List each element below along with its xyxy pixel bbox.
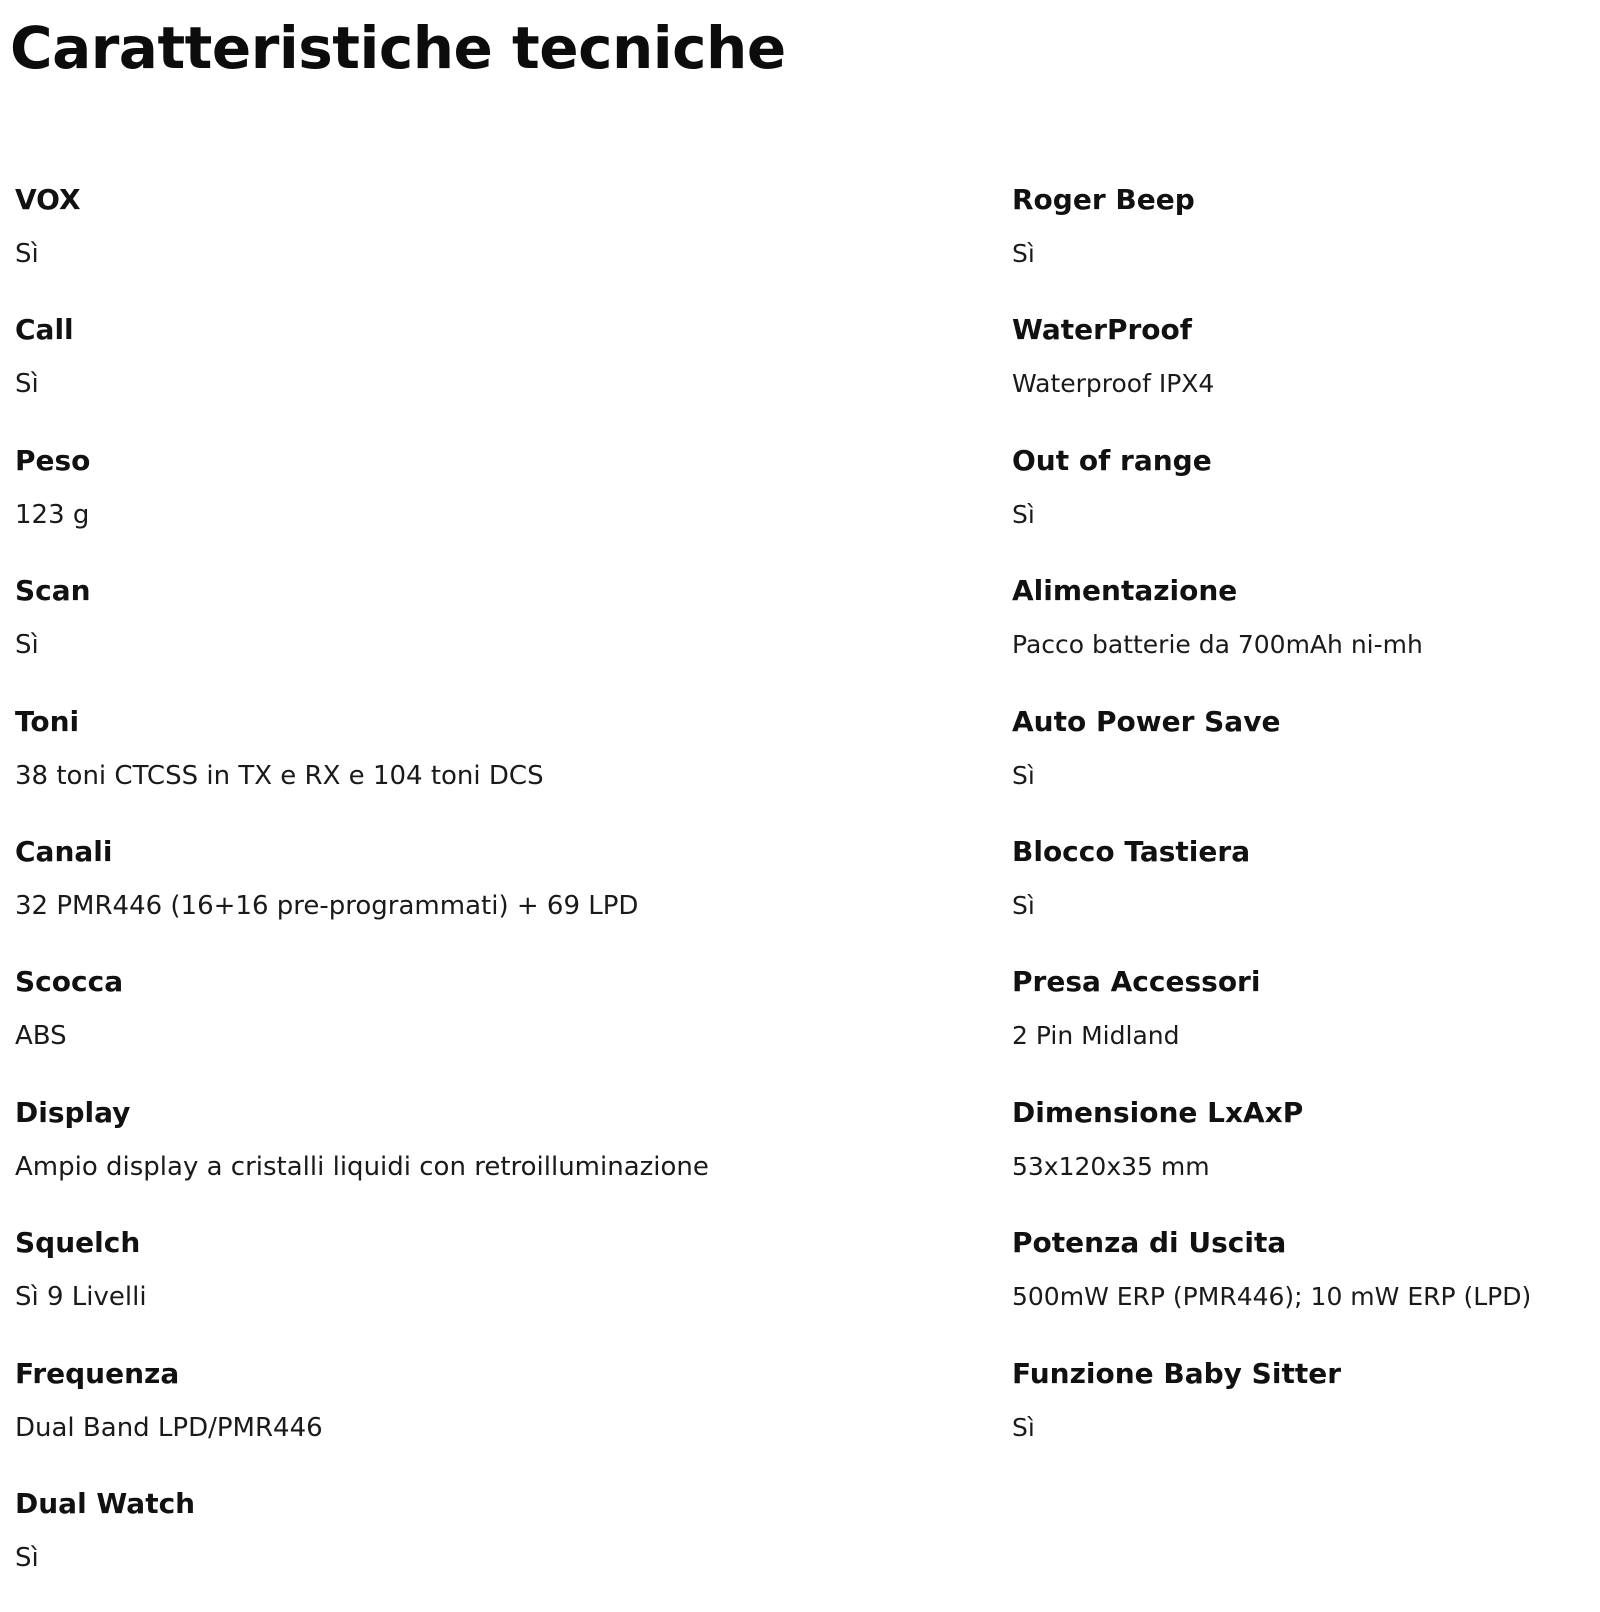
spec-value: 53x120x35 mm — [1012, 1151, 1210, 1181]
spec-value: 32 PMR446 (16+16 pre-programmati) + 69 LPD — [15, 890, 639, 921]
spec-item-roger-beep — [1012, 178, 1597, 308]
spec-item-potenza-di-uscita — [1012, 1221, 1597, 1351]
spec-value: Sì — [1012, 760, 1035, 790]
spec-item-call — [15, 308, 955, 438]
spec-value: Sì — [1012, 499, 1035, 529]
spec-value: Sì — [15, 369, 39, 400]
spec-value: 123 g — [15, 499, 90, 530]
spec-value: Pacco batterie da 700mAh ni-mh — [1012, 630, 1423, 660]
spec-label: Display — [15, 1095, 131, 1129]
spec-value: 500mW ERP (PMR446); 10 mW ERP (LPD) — [1012, 1282, 1532, 1312]
spec-item-waterproof — [1012, 308, 1597, 438]
spec-item-canali — [15, 830, 955, 960]
spec-label: Peso — [15, 443, 91, 477]
spec-label: Dual Watch — [15, 1486, 196, 1520]
spec-item-alimentazione — [1012, 569, 1597, 699]
spec-value: Sì 9 Livelli — [15, 1282, 147, 1313]
spec-item-frequenza — [15, 1352, 955, 1482]
spec-value: Sì — [15, 1542, 39, 1573]
spec-value: Sì — [1012, 239, 1035, 268]
spec-label: Alimentazione — [1012, 574, 1238, 608]
spec-label: Auto Power Save — [1012, 704, 1281, 738]
spec-label: Canali — [15, 834, 113, 868]
spec-item-display — [15, 1091, 955, 1221]
spec-item-squelch — [15, 1221, 955, 1351]
spec-label: Potenza di Uscita — [1012, 1226, 1287, 1260]
spec-column-right — [1012, 178, 1597, 1482]
spec-value: Sì — [1012, 890, 1035, 920]
spec-value: 2 Pin Midland — [1012, 1021, 1180, 1051]
spec-item-dimensione — [1012, 1091, 1597, 1221]
spec-item-funzione-baby-sitter — [1012, 1352, 1597, 1482]
spec-item-dual-watch — [15, 1482, 955, 1612]
spec-label: Dimensione LxAxP — [1012, 1095, 1304, 1129]
spec-item-vox — [15, 178, 955, 308]
spec-item-toni — [15, 700, 955, 830]
spec-value: ABS — [15, 1021, 67, 1052]
spec-label: Out of range — [1012, 443, 1212, 477]
spec-item-out-of-range — [1012, 439, 1597, 569]
spec-value: Dual Band LPD/PMR446 — [15, 1412, 323, 1443]
spec-label: Funzione Baby Sitter — [1012, 1356, 1342, 1390]
spec-column-left — [15, 178, 955, 1612]
spec-label: Blocco Tastiera — [1012, 834, 1251, 868]
spec-label: Scan — [15, 574, 91, 608]
spec-value: Sì — [15, 630, 39, 661]
page-title: Caratteristiche tecniche — [10, 14, 786, 82]
spec-value: Waterproof IPX4 — [1012, 369, 1215, 399]
spec-label: WaterProof — [1012, 313, 1192, 347]
spec-item-auto-power-save — [1012, 700, 1597, 830]
spec-label: Toni — [15, 704, 80, 738]
spec-item-presa-accessori — [1012, 960, 1597, 1090]
spec-label: VOX — [15, 183, 81, 216]
spec-item-scan — [15, 569, 955, 699]
spec-label: Call — [15, 313, 74, 347]
spec-item-blocco-tastiera — [1012, 830, 1597, 960]
spec-label: Roger Beep — [1012, 183, 1195, 216]
spec-item-scocca — [15, 960, 955, 1090]
spec-item-peso — [15, 439, 955, 569]
spec-value: Ampio display a cristalli liquidi con retroilluminazione — [15, 1151, 709, 1182]
spec-value: 38 toni CTCSS in TX e RX e 104 toni DCS — [15, 760, 544, 791]
spec-label: Frequenza — [15, 1356, 180, 1390]
spec-label: Squelch — [15, 1226, 141, 1260]
spec-value: Sì — [1012, 1412, 1035, 1442]
spec-value: Sì — [15, 239, 39, 269]
spec-label: Scocca — [15, 965, 124, 999]
spec-label: Presa Accessori — [1012, 965, 1261, 999]
